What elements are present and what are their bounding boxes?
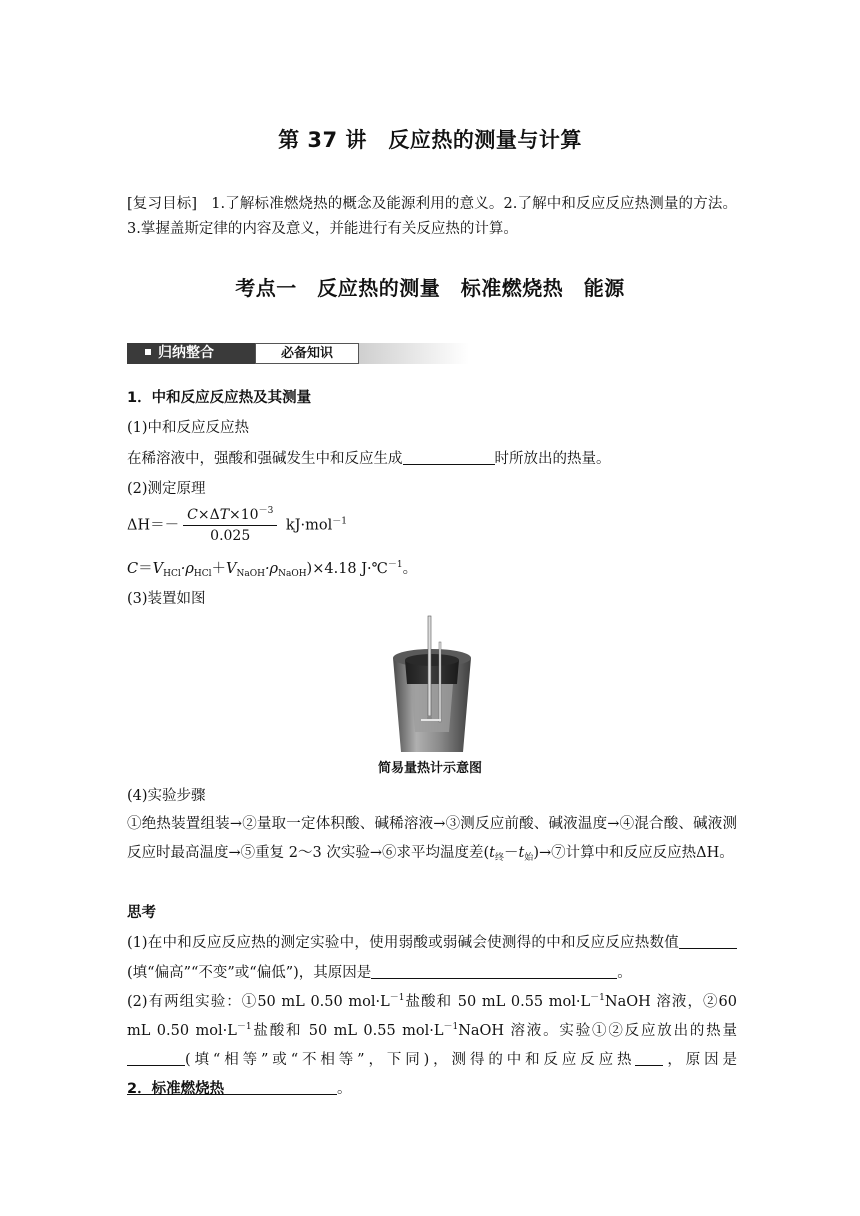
heading-1: 1．中和反应反应热及其测量 (127, 390, 312, 406)
q2-text-a: (2)有两组实验：①50 mL 0.50 mol·L (127, 994, 390, 1010)
q1-blank-2 (371, 963, 617, 979)
f2-end: 。 (402, 561, 418, 577)
q1-end: 。 (617, 965, 632, 981)
experiment-steps (127, 810, 737, 868)
figure-caption: 简易量热计示意图 (377, 761, 482, 776)
think-label: 思考 (127, 905, 156, 921)
heading-2: 2．标准燃烧热 (127, 1081, 225, 1097)
calorimeter-figure (385, 612, 479, 754)
section-banner (127, 341, 469, 366)
square-icon (145, 349, 151, 355)
num-exp: －3 (258, 506, 274, 516)
q2-end: 。 (337, 1081, 352, 1097)
q2-sup-2: －1 (590, 993, 605, 1003)
s1-text-b: 时所放出的热量。 (494, 451, 611, 467)
num-ten: ×10 (229, 507, 259, 523)
formula-numerator (183, 505, 277, 526)
subsection-3-label: (3)装置如图 (127, 591, 206, 607)
stirrer (439, 642, 441, 722)
num-t: T (219, 507, 230, 523)
q2-sup-3: －1 (236, 1022, 252, 1032)
f2-v2-sub: NaOH (236, 569, 265, 579)
f2-v1: V (152, 561, 164, 577)
lecture-title: 第 37 讲 反应热的测量与计算 (278, 128, 582, 152)
formula-unit: kJ·mol (285, 517, 333, 534)
formula-lhs: ΔH＝－ (127, 517, 180, 534)
q2-text-f: (填“相等”或“不相等”，下同)，测得的中和反应反应热 (185, 1052, 636, 1068)
q1-text-b: (填“偏高”“不变”或“偏低”)，其原因是 (127, 965, 372, 981)
f2-v2: V (225, 561, 237, 577)
thermometer (428, 616, 431, 716)
formula-unit-exp: －1 (332, 516, 347, 527)
q1-blank-1 (679, 933, 737, 949)
steps-t1: t (489, 845, 495, 861)
banner-dark-tab (127, 343, 255, 364)
banner-dark-label: 归纳整合 (158, 345, 214, 361)
answer-blank (403, 449, 495, 465)
q2-sup-4: －1 (443, 1022, 459, 1032)
f2-rho1: ·ρ (180, 561, 194, 577)
subsection-1-label: (1)中和反应反应热 (127, 420, 250, 436)
steps-t2-sub: 始 (524, 853, 534, 863)
banner-light-tab: 必备知识 (255, 343, 359, 364)
steps-text-a: ①绝热装置组装→②量取一定体积酸、碱稀溶液→③测反应前酸、碱液温度→④混合酸、碱液测反应时最高温度→⑤重复 2～3 次实验→⑥求平均温度差( (127, 816, 737, 861)
f2-tail: )×4.18 J·℃ (306, 561, 388, 577)
q1-text-a: (1)在中和反应反应热的测定实验中，使用弱酸或弱碱会使测得的中和反应反应热数值 (127, 935, 679, 951)
f2-tail-exp: －1 (387, 560, 403, 570)
subsection-4-label: (4)实验步骤 (127, 788, 206, 804)
q2-text-c: NaOH 溶液，②60 mL 0.50 mol·L (127, 994, 737, 1039)
formula-denominator: 0.025 (210, 528, 251, 544)
q2-sup-1: －1 (389, 993, 405, 1003)
steps-text-b: )→⑦计算中和反应反应热ΔH。 (533, 845, 734, 861)
f2-v1-sub: HCl (163, 569, 181, 579)
f2-rho2: ·ρ (264, 561, 279, 577)
f2-rho2-sub: NaOH (278, 569, 307, 579)
section-title: 考点一 反应热的测量 标准燃烧热 能源 (235, 276, 625, 300)
f2-rho1-sub: HCl (193, 569, 212, 579)
question-1 (127, 928, 737, 988)
num-c: C (187, 507, 198, 523)
subsection-2-label: (2)测定原理 (127, 481, 206, 497)
q2-blank-2 (635, 1050, 663, 1066)
f2-plus: ＋ (211, 561, 226, 577)
s1-text-a: 在稀溶液中，强酸和强碱发生中和反应生成 (127, 451, 403, 467)
num-delta: ×Δ (197, 507, 220, 523)
steps-t2: t (518, 845, 525, 861)
review-text: 1.了解标准燃烧热的概念及能源利用的意义。2.了解中和反应反应热测量的方法。3.掌握盖斯定律的内容及意义，并能进行有关反应热的计算。 (127, 196, 737, 237)
formula-c (127, 558, 417, 580)
q2-text-g: ，原因是 (663, 1052, 738, 1068)
lid-top (405, 654, 459, 666)
f2-eq: ＝ (138, 561, 153, 577)
steps-minus: － (503, 845, 519, 861)
formula-delta-h (127, 505, 347, 546)
steps-t1-sub: 终 (494, 853, 504, 863)
q2-text-d: 盐酸和 50 mL 0.55 mol·L (251, 1023, 444, 1039)
banner-fade (359, 343, 469, 364)
q2-blank-1 (127, 1050, 185, 1066)
inner-beaker (411, 684, 453, 732)
subsection-1-text (127, 448, 611, 470)
q2-text-b: 盐酸和 50 mL 0.55 mol·L (404, 994, 591, 1010)
review-label: [复习目标] (127, 196, 198, 212)
f2-c: C (127, 561, 139, 577)
q2-text-e: NaOH 溶液。实验①②反应放出的热量 (458, 1023, 737, 1039)
review-objectives (127, 192, 737, 242)
formula-fraction (183, 505, 277, 546)
